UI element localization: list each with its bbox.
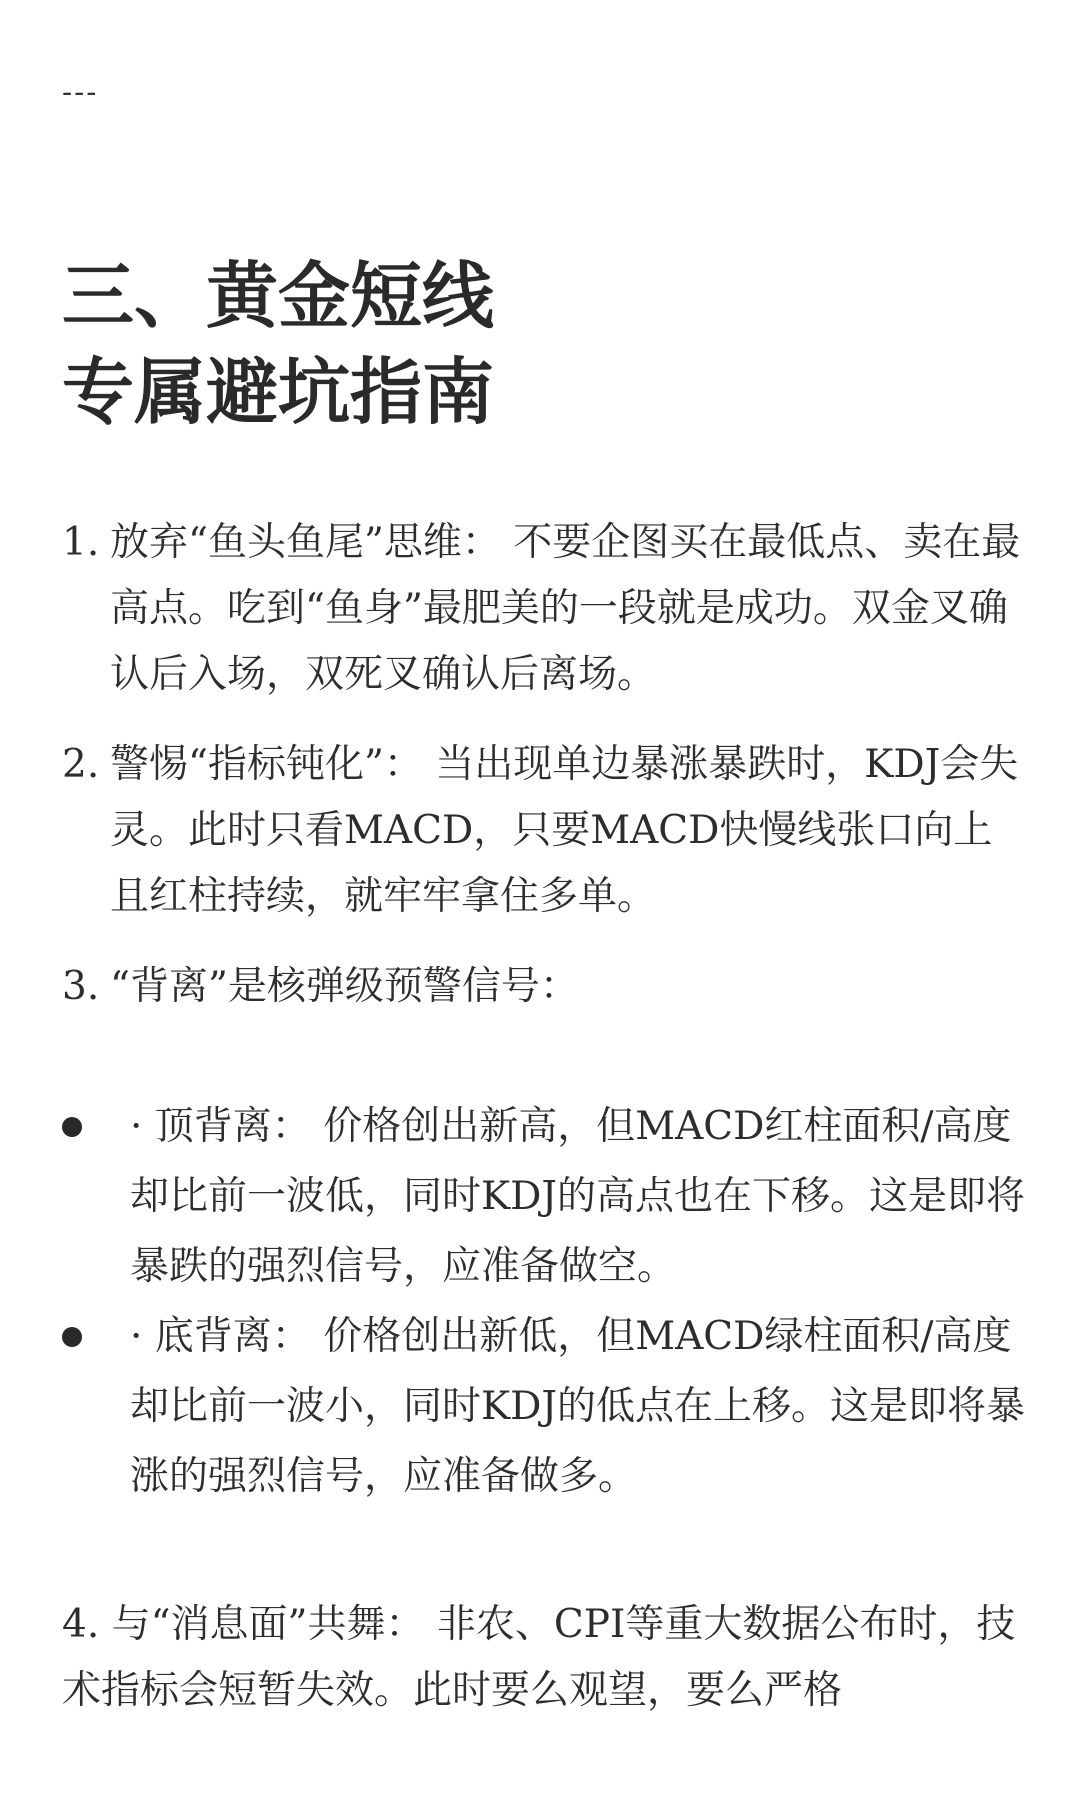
bullet-item-bottom-divergence [62,1302,1030,1512]
bullet-dot-icon [62,1327,82,1347]
section-title-line-1: 三、黄金短线 [62,253,495,338]
bullet-text: · 底背离： 价格创出新低，但MACD绿柱面积/高度却比前一波小，同时KDJ的低点在上移。这是即将暴涨的强烈信号，应准备做多。 [130,1314,1026,1499]
list-item-2 [62,732,1030,930]
section-title-line-2: 专属避坑指南 [62,349,495,434]
list-item-text: 放弃“鱼头鱼尾”思维： 不要企图买在最低点、卖在最高点。吃到“鱼身”最肥美的一段就是成功。双金叉确认后入场，双死叉确认后离场。 [110,520,1021,697]
list-item-number: 3. [62,964,100,1009]
bullet-item-top-divergence [62,1092,1030,1302]
section-divider: --- [62,75,99,110]
list-item-3 [62,954,1030,1020]
list-item-number: 1. [62,520,100,565]
list-item-4 [62,1592,1030,1724]
list-item-number: 2. [62,742,100,787]
list-item-text: 警惕“指标钝化”： 当出现单边暴涨暴跌时，KDJ会失灵。此时只看MACD，只要MACD快慢线张口向上且红柱持续，就牢牢拿住多单。 [110,742,1019,919]
list-item-text: 4. 与“消息面”共舞： 非农、CPI等重大数据公布时，技术指标会短暂失效。此时要么观望，要么严格 [62,1602,1016,1713]
list-item-text: “背离”是核弹级预警信号： [110,964,579,1009]
list-item-1 [62,510,1030,708]
bullet-dot-icon [62,1117,82,1137]
section-title [62,248,494,440]
bullet-text: · 顶背离： 价格创出新高，但MACD红柱面积/高度却比前一波低，同时KDJ的高点也在下移。这是即将暴跌的强烈信号，应准备做空。 [130,1104,1026,1289]
